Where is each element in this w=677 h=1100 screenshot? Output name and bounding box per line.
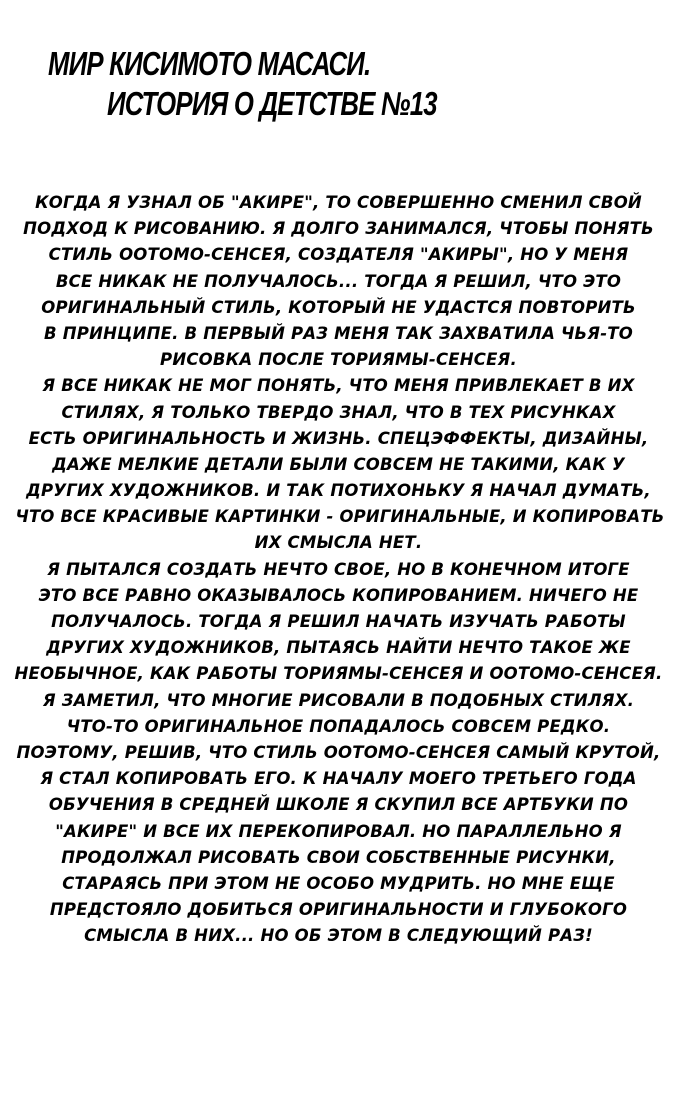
body-line: РИСОВКА ПОСЛЕ ТОРИЯМЫ-СЕНСЕЯ. — [160, 350, 517, 370]
body-line: "АКИРЕ" И ВСЕ ИХ ПЕРЕКОПИРОВАЛ. НО ПАРАЛЛЕЛЬНО Я — [55, 821, 622, 841]
body-line: Я СТАЛ КОПИРОВАТЬ ЕГО. К НАЧАЛУ МОЕГО ТРЕТЬЕГО ГОДА — [40, 769, 637, 789]
body-line: ИХ СМЫСЛА НЕТ. — [254, 533, 423, 553]
story-body-text — [14, 190, 663, 949]
body-line: ОБУЧЕНИЯ В СРЕДНЕЙ ШКОЛЕ Я СКУПИЛ ВСЕ АРТБУКИ ПО — [48, 795, 629, 815]
body-line: ЧТО ВСЕ КРАСИВЫЕ КАРТИНКИ - ОРИГИНАЛЬНЫЕ, И КОПИРОВАТЬ — [15, 507, 665, 527]
body-line: ЭТО ВСЕ РАВНО ОКАЗЫВАЛОСЬ КОПИРОВАНИЕМ. НИЧЕГО НЕ — [38, 585, 639, 605]
body-line: ДРУГИХ ХУДОЖНИКОВ. И ТАК ПОТИХОНЬКУ Я НАЧАЛ ДУМАТЬ, — [26, 481, 651, 501]
page-title — [0, 44, 677, 124]
body-line: Я ПЫТАЛСЯ СОЗДАТЬ НЕЧТО СВОЕ, НО В КОНЕЧНОМ ИТОГЕ — [47, 559, 630, 579]
body-line: ПРЕДСТОЯЛО ДОБИТЬСЯ ОРИГИНАЛЬНОСТИ И ГЛУБОКОГО — [49, 900, 628, 920]
body-line: ОРИГИНАЛЬНЫЙ СТИЛЬ, КОТОРЫЙ НЕ УДАСТСЯ ПОВТОРИТЬ — [41, 297, 636, 317]
body-line: ЕСТЬ ОРИГИНАЛЬНОСТЬ И ЖИЗНЬ. СПЕЦЭФФЕКТЫ, ДИЗАЙНЫ, — [28, 428, 649, 448]
body-line: В ПРИНЦИПЕ. В ПЕРВЫЙ РАЗ МЕНЯ ТАК ЗАХВАТИЛА ЧЬЯ-ТО — [44, 323, 633, 343]
body-line: СТИЛЯХ, Я ТОЛЬКО ТВЕРДО ЗНАЛ, ЧТО В ТЕХ РИСУНКАХ — [61, 402, 616, 422]
body-line: ДРУГИХ ХУДОЖНИКОВ, ПЫТАЯСЬ НАЙТИ НЕЧТО ТАКОЕ ЖЕ — [46, 638, 631, 658]
body-line: СТАРАЯСЬ ПРИ ЭТОМ НЕ ОСОБО МУДРИТЬ. НО МНЕ ЕЩЕ — [62, 873, 615, 893]
body-line: КОГДА Я УЗНАЛ ОБ "АКИРЕ", ТО СОВЕРШЕННО СМЕНИЛ СВОЙ — [35, 193, 642, 212]
body-line: ПОДХОД К РИСОВАНИЮ. Я ДОЛГО ЗАНИМАЛСЯ, ЧТОБЫ ПОНЯТЬ — [23, 219, 654, 239]
body-line: ВСЕ НИКАК НЕ ПОЛУЧАЛОСЬ... ТОГДА Я РЕШИЛ, ЧТО ЭТО — [55, 271, 622, 291]
body-line: ПРОДОЛЖАЛ РИСОВАТЬ СВОИ СОБСТВЕННЫЕ РИСУНКИ, — [61, 847, 616, 867]
body-line: ДАЖЕ МЕЛКИЕ ДЕТАЛИ БЫЛИ СОВСЕМ НЕ ТАКИМИ, КАК У — [52, 454, 625, 474]
body-line: СМЫСЛА В НИХ... НО ОБ ЭТОМ В СЛЕДУЮЩИЙ РАЗ! — [84, 926, 593, 946]
body-line: Я ВСЕ НИКАК НЕ МОГ ПОНЯТЬ, ЧТО МЕНЯ ПРИВЛЕКАЕТ В ИХ — [42, 376, 635, 396]
body-line: Я ЗАМЕТИЛ, ЧТО МНОГИЕ РИСОВАЛИ В ПОДОБНЫХ СТИЛЯХ. — [42, 690, 635, 710]
body-line: СТИЛЬ ООТОМО-СЕНСЕЯ, СОЗДАТЕЛЯ "АКИРЫ", НО У МЕНЯ — [48, 245, 629, 265]
title-line-1: МИР КИСИМОТО МАСАСИ. — [48, 45, 371, 82]
body-line: ЧТО-ТО ОРИГИНАЛЬНОЕ ПОПАДАЛОСЬ СОВСЕМ РЕДКО. — [66, 716, 611, 736]
body-line: ПОЭТОМУ, РЕШИВ, ЧТО СТИЛЬ ООТОМО-СЕНСЕЯ САМЫЙ КРУТОЙ, — [16, 742, 661, 762]
body-line: НЕОБЫЧНОЕ, КАК РАБОТЫ ТОРИЯМЫ-СЕНСЕЯ И ООТОМО-СЕНСЕЯ. — [14, 664, 663, 684]
title-line-2: ИСТОРИЯ О ДЕТСТВЕ №13 — [107, 85, 437, 122]
body-line: ПОЛУЧАЛОСЬ. ТОГДА Я РЕШИЛ НАЧАТЬ ИЗУЧАТЬ РАБОТЫ — [51, 612, 626, 631]
